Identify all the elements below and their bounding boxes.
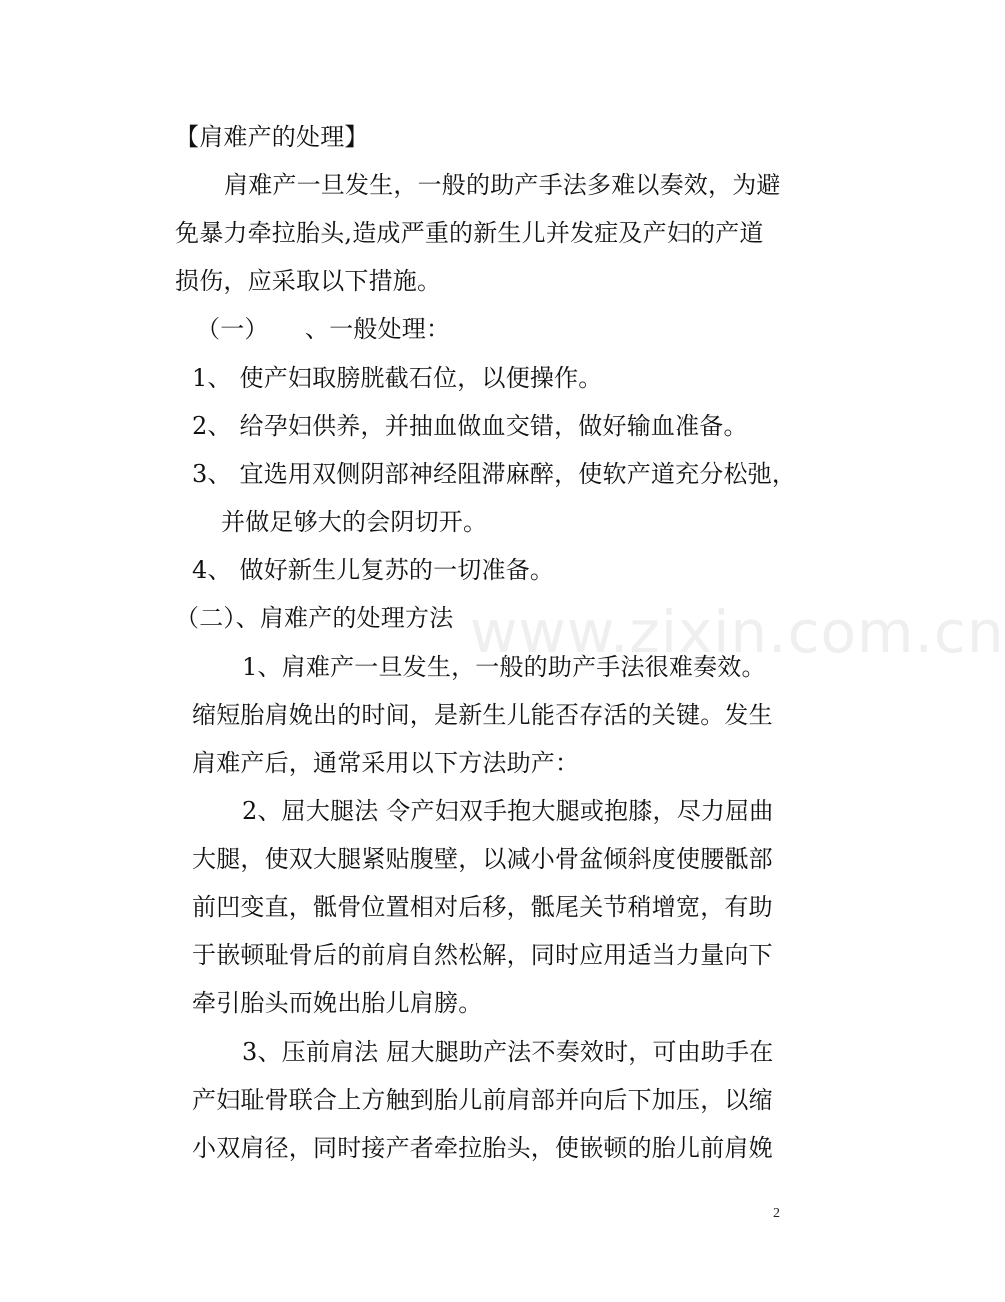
method-2-line-2: 大腿，使双大腿紧贴腹壁，以减小骨盆倾斜度使腰骶部 <box>192 845 773 873</box>
general-item-3: 3、 宜选用双侧阴部神经阻滞麻醉，使软产道充分松弛， <box>192 460 797 488</box>
watermark-text: www.zixin.com.cn <box>470 598 1005 666</box>
method-1-line-3: 肩难产后，通常采用以下方法助产： <box>192 749 580 777</box>
method-2-line-1: 2、屈大腿法 令产妇双手抱大腿或抱膝，尽力屈曲 <box>242 797 774 825</box>
general-item-4: 4、 做好新生儿复苏的一切准备。 <box>192 556 555 584</box>
general-heading: （一） 、一般处理： <box>196 315 451 343</box>
method-3-line-3: 小双肩径，同时接产者牵拉胎头，使嵌顿的胎儿前肩娩 <box>192 1134 773 1162</box>
page-number: 2 <box>773 1206 780 1221</box>
method-2-line-3: 前凹变直，骶骨位置相对后移，骶尾关节稍增宽，有助 <box>192 893 773 921</box>
page-title: 【肩难产的处理】 <box>175 123 369 151</box>
method-2-line-5: 牵引胎头而娩出胎儿肩膀。 <box>192 989 483 1017</box>
general-item-3-continuation: 并做足够大的会阴切开。 <box>221 508 488 536</box>
general-item-2: 2、 给孕妇供养，并抽血做血交错，做好输血准备。 <box>192 412 748 440</box>
general-item-1: 1、 使产妇取膀胱截石位，以便操作。 <box>192 364 603 392</box>
method-1-line-2: 缩短胎肩娩出的时间，是新生儿能否存活的关键。发生 <box>192 701 773 729</box>
intro-line-2: 免暴力牵拉胎头,造成严重的新生儿并发症及产妇的产道 <box>175 219 764 247</box>
method-3-line-1: 3、压前肩法 屈大腿助产法不奏效时，可由助手在 <box>242 1038 774 1066</box>
method-heading: （二）、肩难产的处理方法 <box>175 604 454 632</box>
method-2-line-4: 于嵌顿耻骨后的前肩自然松解，同时应用适当力量向下 <box>192 941 773 969</box>
method-1-line-1: 1、肩难产一旦发生，一般的助产手法很难奏效。 <box>242 653 766 681</box>
intro-line-3: 损伤，应采取以下措施。 <box>175 267 442 295</box>
intro-line-1: 肩难产一旦发生，一般的助产手法多难以奏效，为避 <box>224 171 781 199</box>
method-3-line-2: 产妇耻骨联合上方触到胎儿前肩部并向后下加压，以缩 <box>192 1086 773 1114</box>
